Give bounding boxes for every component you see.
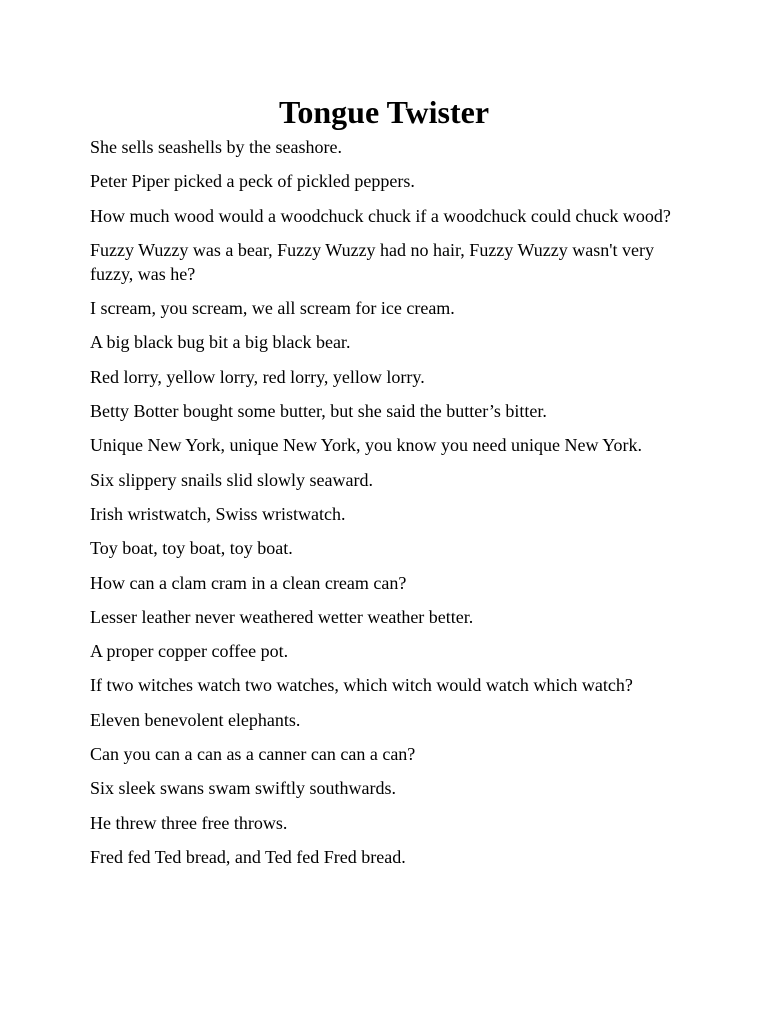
list-item: Can you can a can as a canner can can a can? [90,744,416,765]
list-item: A proper copper coffee pot. [90,641,289,662]
list-item: She sells seashells by the seashore. [90,137,342,157]
list-item: Fred fed Ted bread, and Ted fed Fred bread. [90,846,406,867]
list-item: If two witches watch two watches, which witch would watch which watch? [90,675,633,696]
list-item: How much wood would a woodchuck chuck if a woodchuck could chuck wood? [90,205,671,226]
list-item: Betty Botter bought some butter, but she said the butter’s bitter. [90,401,547,422]
list-item: Toy boat, toy boat, toy boat. [90,538,293,559]
list-item: Six sleek swans swam swiftly southwards. [90,778,396,799]
list-item: Unique New York, unique New York, you know you need unique New York. [90,435,642,456]
list-item: He threw three free throws. [90,812,288,833]
page-title: Tongue Twister [278,94,490,130]
list-item: Irish wristwatch, Swiss wristwatch. [90,503,346,524]
list-item: Fuzzy Wuzzy was a bear, Fuzzy Wuzzy had no hair, Fuzzy Wuzzy wasn't very fuzzy, was he? [90,239,654,284]
list-item: Six slippery snails slid slowly seaward. [90,469,373,490]
list-item: Red lorry, yellow lorry, red lorry, yellow lorry. [90,366,425,387]
list-item: I scream, you scream, we all scream for ice cream. [90,298,455,319]
tongue-twister-list [90,135,678,869]
list-item: Peter Piper picked a peck of pickled peppers. [90,171,415,192]
list-item: A big black bug bit a big black bear. [90,332,351,353]
list-item: How can a clam cram in a clean cream can? [90,572,407,593]
list-item: Eleven benevolent elephants. [90,709,301,730]
list-item: Lesser leather never weathered wetter weather better. [90,606,474,627]
